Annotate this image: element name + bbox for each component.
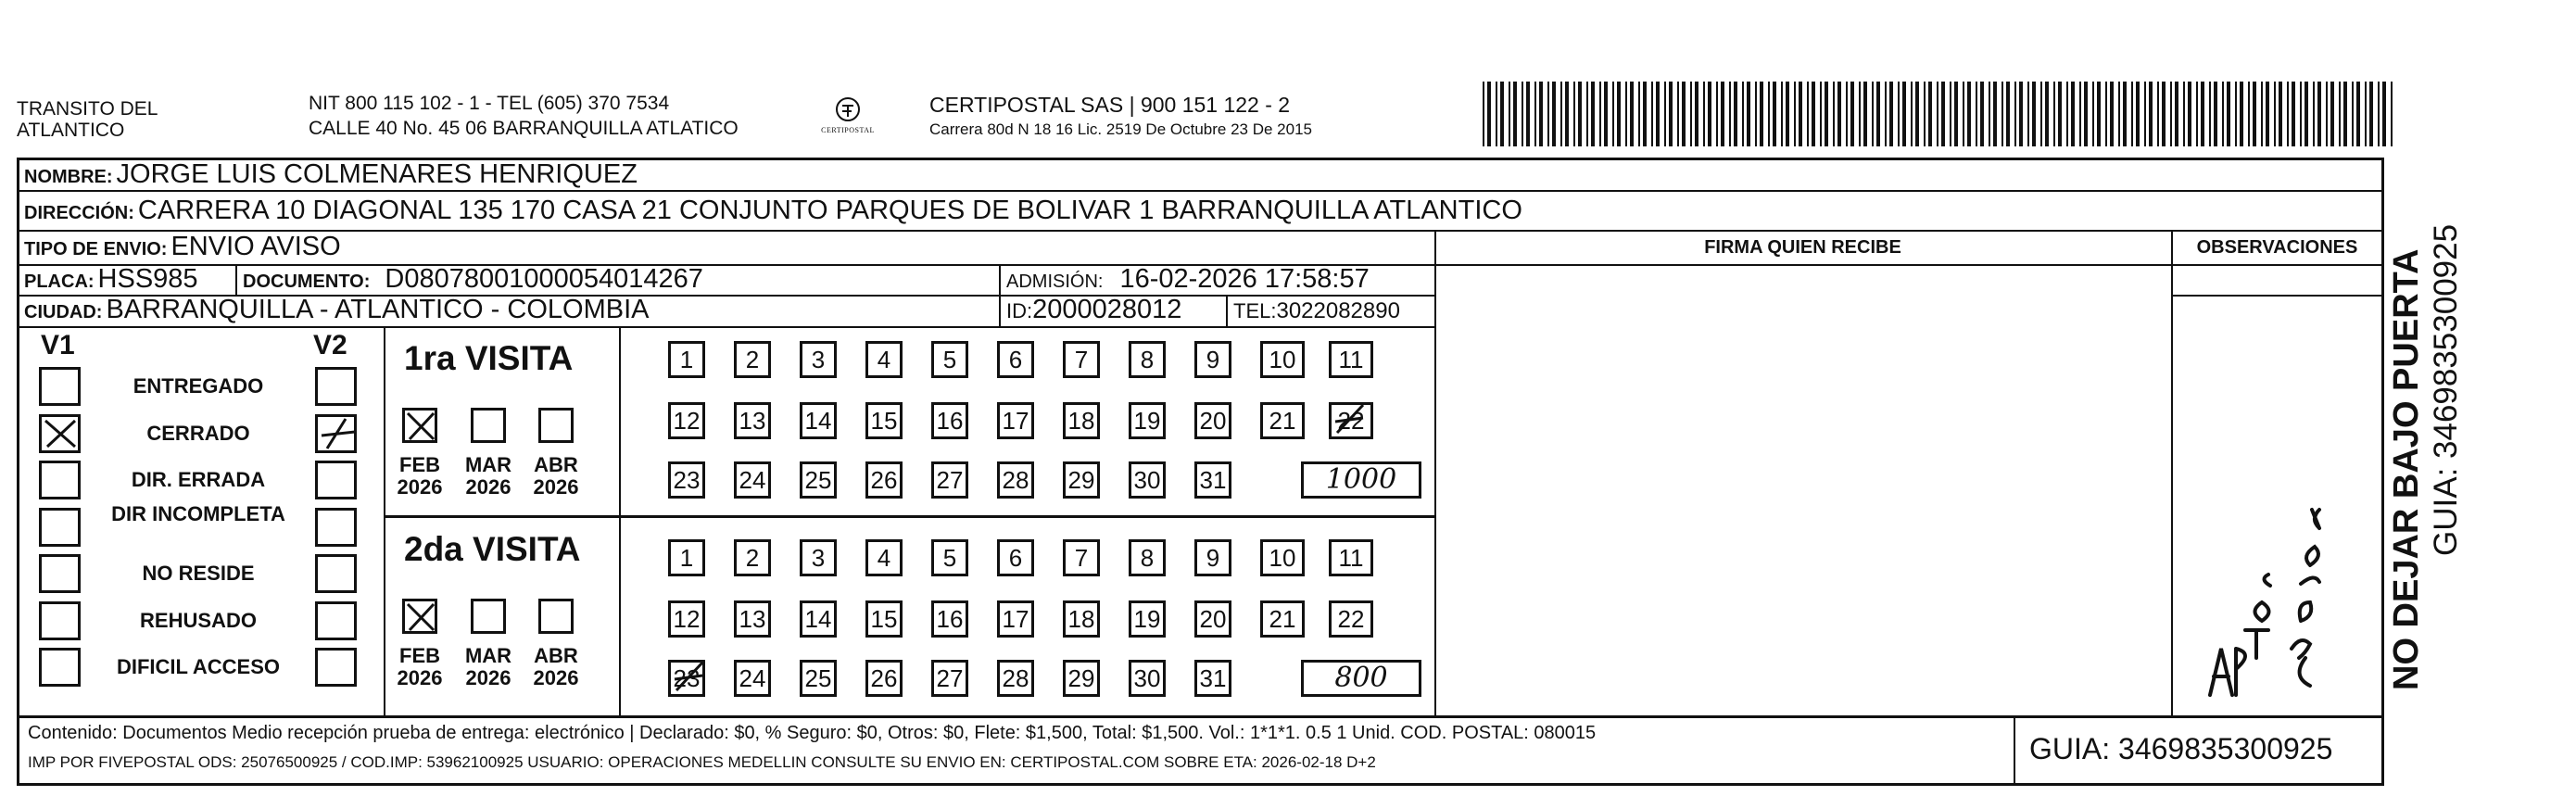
day-box[interactable]: 21: [1260, 600, 1305, 638]
day-box[interactable]: 29: [1063, 461, 1100, 499]
day-box[interactable]: 3: [800, 341, 837, 378]
v2-checkbox[interactable]: [315, 367, 357, 406]
sender-name: TRANSITO DEL ATLANTICO: [17, 98, 158, 141]
status-option-label: DIFICIL ACCESO: [116, 655, 280, 678]
tel-cell: TEL:3022082890: [1233, 298, 1400, 323]
day-box[interactable]: 28: [997, 461, 1034, 499]
day-box[interactable]: 2: [734, 539, 771, 576]
no-dejar-bajo-puerta: NO DEJAR BAJO PUERTA: [2387, 248, 2426, 690]
sender-info: NIT 800 115 102 - 1 - TEL (605) 370 7534 CALLE 40 No. 45 06 BARRANQUILLA ATLATICO: [309, 93, 739, 139]
day-box[interactable]: 5: [931, 539, 968, 576]
day-box[interactable]: 4: [865, 539, 903, 576]
day-box[interactable]: 12: [668, 600, 705, 638]
month-checkbox[interactable]: [471, 408, 506, 443]
day-box[interactable]: 26: [865, 461, 903, 499]
visit-time-box[interactable]: 800: [1301, 660, 1421, 697]
day-box[interactable]: 12: [668, 402, 705, 439]
day-box[interactable]: 25: [800, 461, 837, 499]
v1-checkbox[interactable]: [39, 601, 81, 640]
day-box[interactable]: 6: [997, 539, 1034, 576]
day-box[interactable]: 13: [734, 402, 771, 439]
month-checkbox[interactable]: [471, 599, 506, 634]
v1-header: V1: [41, 330, 75, 360]
month-label: ABR 2026: [533, 453, 579, 499]
nombre-row: NOMBRE: JORGE LUIS COLMENARES HENRIQUEZ: [24, 159, 638, 189]
status-option-label: DIR INCOMPLETA: [111, 501, 285, 525]
day-box[interactable]: 8: [1129, 341, 1166, 378]
day-box[interactable]: 24: [734, 461, 771, 499]
day-box[interactable]: 8: [1129, 539, 1166, 576]
day-box[interactable]: 26: [865, 660, 903, 697]
day-box[interactable]: 15: [865, 402, 903, 439]
status-option-label: REHUSADO: [140, 608, 257, 632]
day-box[interactable]: 14: [800, 600, 837, 638]
day-box[interactable]: 9: [1194, 539, 1231, 576]
observaciones-handwriting: [2180, 343, 2366, 714]
imp-text: IMP POR FIVEPOSTAL ODS: 25076500925 / COD.IMP: 53962100925 USUARIO: OPERACIONES MEDELLIN CONSULTE SU ENVIO EN: CERTIPOSTAL.COM SOBRE ETA: 2026-02-18 D+2: [28, 753, 1376, 771]
day-box[interactable]: 16: [931, 402, 968, 439]
day-box[interactable]: 22: [1329, 402, 1373, 439]
status-option-label: NO RESIDE: [142, 562, 255, 585]
direccion-row: DIRECCIÓN: CARRERA 10 DIAGONAL 135 170 CASA 21 CONJUNTO PARQUES DE BOLIVAR 1 BARRANQUILLA ATLANTICO: [24, 196, 1522, 225]
visit-time-box[interactable]: 1000: [1301, 461, 1421, 499]
month-label: MAR 2026: [464, 453, 512, 499]
day-box[interactable]: 27: [931, 461, 968, 499]
day-box[interactable]: 20: [1194, 402, 1231, 439]
admision-cell: ADMISIÓN: 16-02-2026 17:58:57: [1006, 264, 1370, 294]
day-box[interactable]: 3: [800, 539, 837, 576]
nombre-value: JORGE LUIS COLMENARES HENRIQUEZ: [116, 159, 638, 189]
day-box[interactable]: 1: [668, 539, 705, 576]
v2-header: V2: [313, 330, 347, 360]
documento-cell: DOCUMENTO: D08078001000054014267: [243, 264, 703, 294]
placa-cell: PLACA: HSS985: [24, 264, 198, 294]
day-box[interactable]: 10: [1260, 539, 1305, 576]
id-cell: ID:2000028012: [1006, 295, 1182, 324]
day-box[interactable]: 18: [1063, 402, 1100, 439]
day-box[interactable]: 31: [1194, 660, 1231, 697]
certipostal-logo: CERTIPOSTAL: [815, 93, 880, 143]
id-value: 2000028012: [1032, 295, 1182, 324]
status-option-label: CERRADO: [146, 421, 250, 445]
day-box[interactable]: 17: [997, 600, 1034, 638]
day-box[interactable]: 25: [800, 660, 837, 697]
day-box[interactable]: 14: [800, 402, 837, 439]
firma-header: FIRMA QUIEN RECIBE: [1704, 237, 1901, 258]
v1-checkbox[interactable]: [39, 367, 81, 406]
month-checkbox[interactable]: [402, 408, 437, 443]
v1-checkbox[interactable]: [39, 508, 81, 547]
month-label: FEB 2026: [397, 453, 443, 499]
day-box[interactable]: 5: [931, 341, 968, 378]
day-box[interactable]: 15: [865, 600, 903, 638]
v2-checkbox[interactable]: [315, 508, 357, 547]
day-box[interactable]: 31: [1194, 461, 1231, 499]
ciudad-value: BARRANQUILLA - ATLANTICO - COLOMBIA: [106, 295, 650, 324]
day-box[interactable]: 10: [1260, 341, 1305, 378]
month-checkbox[interactable]: [402, 599, 437, 634]
day-box[interactable]: 2: [734, 341, 771, 378]
month-label: ABR 2026: [533, 644, 579, 689]
day-box[interactable]: 11: [1329, 539, 1373, 576]
day-box[interactable]: 30: [1129, 461, 1166, 499]
day-box[interactable]: 4: [865, 341, 903, 378]
day-box[interactable]: 29: [1063, 660, 1100, 697]
v2-checkbox[interactable]: [315, 601, 357, 640]
guia-side: GUIA: 3469835300925: [2428, 223, 2464, 556]
placa-value: HSS985: [97, 264, 198, 294]
status-option-label: ENTREGADO: [133, 374, 264, 398]
shipping-form: [17, 158, 2384, 786]
v1-checkbox[interactable]: [39, 414, 81, 453]
second-visit-title: 2da VISITA: [404, 530, 581, 568]
day-box[interactable]: 1: [668, 341, 705, 378]
v2-checkbox[interactable]: [315, 554, 357, 593]
day-box[interactable]: 28: [997, 660, 1034, 697]
day-box[interactable]: 20: [1194, 600, 1231, 638]
day-box[interactable]: 16: [931, 600, 968, 638]
v1-checkbox[interactable]: [39, 554, 81, 593]
admision-value: 16-02-2026 17:58:57: [1119, 264, 1370, 294]
tipo-envio-row: TIPO DE ENVIO: ENVIO AVISO: [24, 232, 341, 261]
observaciones-header: OBSERVACIONES: [2196, 237, 2358, 258]
month-checkbox[interactable]: [538, 599, 574, 634]
day-box[interactable]: 24: [734, 660, 771, 697]
tel-value: 3022082890: [1276, 298, 1400, 323]
day-box[interactable]: 27: [931, 660, 968, 697]
day-box[interactable]: 7: [1063, 539, 1100, 576]
status-option-label: DIR. ERRADA: [131, 468, 266, 491]
day-box[interactable]: 6: [997, 341, 1034, 378]
ciudad-cell: CIUDAD: BARRANQUILLA - ATLANTICO - COLOMBIA: [24, 295, 650, 324]
day-box[interactable]: 9: [1194, 341, 1231, 378]
v1-checkbox[interactable]: [39, 648, 81, 687]
day-box[interactable]: 7: [1063, 341, 1100, 378]
day-box[interactable]: 21: [1260, 402, 1305, 439]
month-checkbox[interactable]: [538, 408, 574, 443]
month-label: FEB 2026: [397, 644, 443, 689]
first-visit-title: 1ra VISITA: [404, 339, 574, 377]
day-box[interactable]: 17: [997, 402, 1034, 439]
guia-footer: GUIA: 3469835300925: [2029, 732, 2333, 765]
tipo-envio-value: ENVIO AVISO: [170, 232, 341, 261]
barcode: [1483, 82, 2400, 146]
v2-checkbox[interactable]: [315, 648, 357, 687]
courier-info: CERTIPOSTAL SAS | 900 151 122 - 2 Carrera 80d N 18 16 Lic. 2519 De Octubre 23 De 2015: [929, 93, 1312, 138]
day-box[interactable]: 23: [668, 660, 705, 697]
documento-value: D08078001000054014267: [385, 264, 703, 294]
v2-checkbox[interactable]: [315, 461, 357, 499]
v2-checkbox[interactable]: [315, 414, 357, 453]
day-box[interactable]: 13: [734, 600, 771, 638]
day-box[interactable]: 11: [1329, 341, 1373, 378]
day-box[interactable]: 19: [1129, 600, 1166, 638]
month-label: MAR 2026: [464, 644, 512, 689]
contenido-text: Contenido: Documentos Medio recepción prueba de entrega: electrónico | Declarado: $0, % Seguro: $0, Otros: $0, Flete: $1,500, Total: $1,500. Vol.: 1*1*1. 0.5 1 Unid. COD. POSTAL: 080015: [28, 723, 1597, 743]
day-box[interactable]: 19: [1129, 402, 1166, 439]
day-box[interactable]: 22: [1329, 600, 1373, 638]
day-box[interactable]: 30: [1129, 660, 1166, 697]
v1-checkbox[interactable]: [39, 461, 81, 499]
day-box[interactable]: 18: [1063, 600, 1100, 638]
direccion-value: CARRERA 10 DIAGONAL 135 170 CASA 21 CONJUNTO PARQUES DE BOLIVAR 1 BARRANQUILLA ATLANTICO: [137, 196, 1522, 225]
day-box[interactable]: 23: [668, 461, 705, 499]
